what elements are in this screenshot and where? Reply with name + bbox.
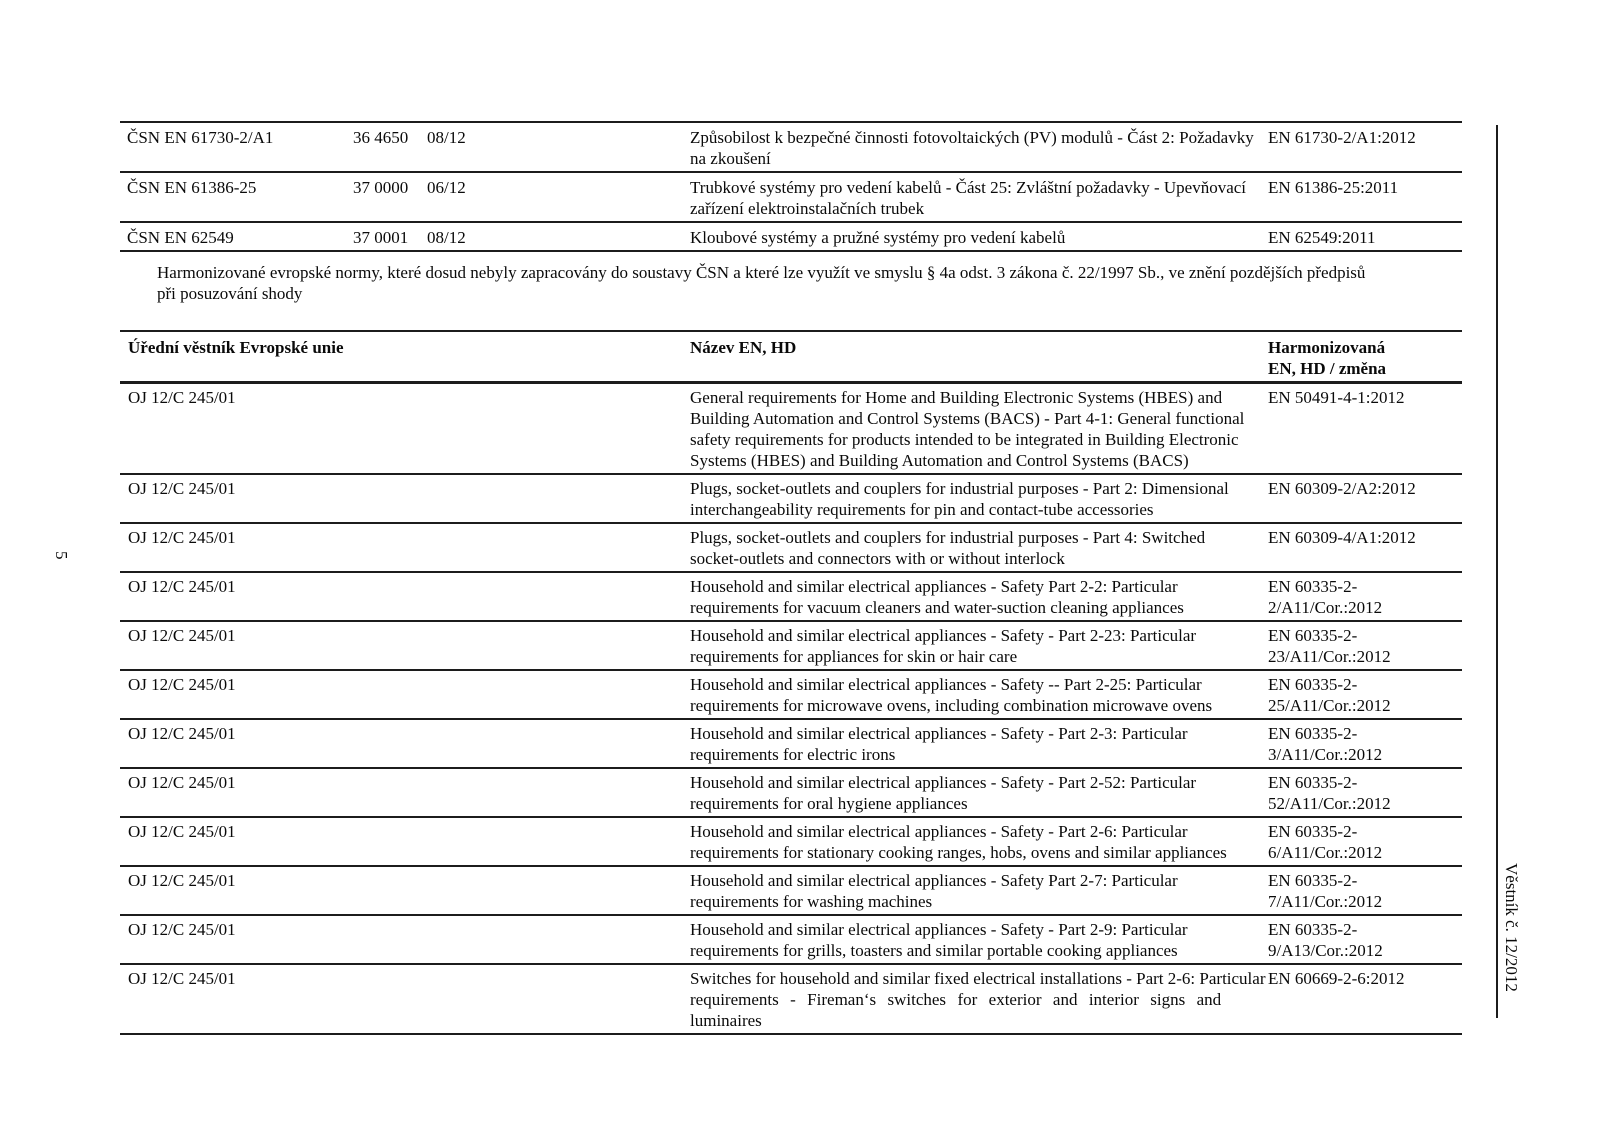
harmonized-norms-note [157, 262, 1477, 304]
effective-date-cell: 08/12 [427, 228, 466, 247]
table-row [120, 867, 1462, 916]
oj-reference-cell: OJ 12/C 245/01 [128, 388, 236, 407]
oj-reference-cell: OJ 12/C 245/01 [128, 920, 236, 939]
standard-name-cell [690, 772, 1268, 814]
text-line: Způsobilost k bezpečné činnosti fotovoltaických (PV) modulů - Část 2: Požadavky [690, 128, 1254, 147]
header-harmonized-line1: Harmonizovaná [1268, 338, 1386, 357]
text-line: safety requirements for products intended to be integrated in Building Electronic [690, 430, 1239, 449]
header-harmonized [1268, 337, 1462, 379]
harmonized-ref-cell: EN 60335-2-6/A11/Cor.:2012 [1268, 822, 1383, 862]
standard-name-cell [690, 723, 1268, 765]
harmonized-ref-cell: EN 62549:2011 [1268, 228, 1376, 247]
text-line: Household and similar electrical appliances - Safety - Part 2-23: Particular [690, 626, 1197, 645]
sidebar-divider-rule [1496, 125, 1498, 1018]
text-line: Household and similar electrical appliances - Safety - Part 2-6: Particular [690, 822, 1188, 841]
note-line: při posuzování shody [157, 284, 303, 303]
harmonized-ref-cell: EN 60335-2-2/A11/Cor.:2012 [1268, 577, 1383, 617]
harmonized-ref-cell: EN 60335-2-23/A11/Cor.:2012 [1268, 626, 1391, 666]
table-header-row [120, 330, 1462, 384]
table-row [120, 524, 1462, 573]
standard-name-cell [690, 387, 1268, 471]
harmonized-ref-cell: EN 60669-2-6:2012 [1268, 969, 1405, 988]
harmonized-ref-cell: EN 61730-2/A1:2012 [1268, 128, 1416, 147]
harmonized-ref-cell: EN 60335-2-9/A13/Cor.:2012 [1268, 920, 1383, 960]
csn-standards-table [120, 121, 1462, 252]
csn-code-cell: ČSN EN 61386-25 [127, 178, 257, 197]
oj-reference-cell: OJ 12/C 245/01 [128, 675, 236, 694]
text-line: Trubkové systémy pro vedení kabelů - Část 25: Zvláštní požadavky - Upevňovací [690, 178, 1247, 197]
text-line: requirements - Fireman‘s switches for exterior and interior signs and luminaires [690, 990, 1222, 1030]
standard-name-cell [690, 576, 1268, 618]
harmonized-ref-cell: EN 60335-2-52/A11/Cor.:2012 [1268, 773, 1391, 813]
oj-reference-cell: OJ 12/C 245/01 [128, 577, 236, 596]
table-row [120, 223, 1462, 252]
table-body [120, 384, 1462, 1035]
harmonized-ref-cell: EN 60309-2/A2:2012 [1268, 479, 1416, 498]
text-line: Switches for household and similar fixed electrical installations - Part 2-6: Particular [690, 969, 1266, 988]
harmonized-ref-cell: EN 60335-2-3/A11/Cor.:2012 [1268, 724, 1383, 764]
table-row [120, 916, 1462, 965]
text-line: Household and similar electrical appliances - Safety Part 2-2: Particular [690, 577, 1178, 596]
text-line: na zkoušení [690, 149, 771, 168]
text-line: interchangeability requirements for pin and contact-tube accessories [690, 500, 1154, 519]
header-name: Název EN, HD [690, 338, 797, 357]
table-row [120, 769, 1462, 818]
oj-reference-cell: OJ 12/C 245/01 [128, 871, 236, 890]
class-number-cell: 37 0001 [353, 228, 409, 247]
table-row [120, 173, 1462, 223]
table-row [120, 573, 1462, 622]
standard-name-cell [690, 968, 1268, 1031]
text-line: Household and similar electrical appliances - Safety - Part 2-52: Particular [690, 773, 1197, 792]
standard-name-cell [690, 821, 1268, 863]
oj-reference-cell: OJ 12/C 245/01 [128, 822, 236, 841]
text-line: Plugs, socket-outlets and couplers for industrial purposes - Part 2: Dimensional [690, 479, 1229, 498]
csn-code-cell: ČSN EN 62549 [127, 228, 234, 247]
oj-reference-cell: OJ 12/C 245/01 [128, 479, 236, 498]
harmonized-ref-cell: EN 50491-4-1:2012 [1268, 388, 1405, 407]
harmonized-ref-cell: EN 60335-2-7/A11/Cor.:2012 [1268, 871, 1383, 911]
text-line: zařízení elektroinstalačních trubek [690, 199, 925, 218]
standard-title-cell [690, 227, 1268, 248]
text-line: Systems (HBES) and Building Automation and Control Systems (BACS) [690, 451, 1189, 470]
table-row [120, 720, 1462, 769]
text-line: requirements for appliances for skin or hair care [690, 647, 1018, 666]
note-line: Harmonizované evropské normy, které dosud nebyly zapracovány do soustavy ČSN a které lze využít ve smyslu § 4a odst. 3 zákona č. 22/1997 Sb., ve znění pozdějších předpisů [157, 263, 1366, 282]
table-row [120, 475, 1462, 524]
class-number-cell: 37 0000 [353, 178, 409, 197]
text-line: Plugs, socket-outlets and couplers for industrial purposes - Part 4: Switched [690, 528, 1206, 547]
text-line: Kloubové systémy a pružné systémy pro vedení kabelů [690, 228, 1066, 247]
harmonized-ref-cell: EN 61386-25:2011 [1268, 178, 1399, 197]
standard-name-cell [690, 674, 1268, 716]
harmonized-ref-cell: EN 60309-4/A1:2012 [1268, 528, 1416, 547]
oj-reference-cell: OJ 12/C 245/01 [128, 773, 236, 792]
text-line: Household and similar electrical appliances - Safety -- Part 2-25: Particular [690, 675, 1202, 694]
oj-reference-cell: OJ 12/C 245/01 [128, 626, 236, 645]
standard-name-cell [690, 919, 1268, 961]
header-oj: Úřední věstník Evropské unie [128, 338, 344, 357]
text-line: Building Automation and Control Systems (BACS) - Part 4-1: General functional [690, 409, 1245, 428]
table-row [120, 622, 1462, 671]
text-line: socket-outlets and connectors with or without interlock [690, 549, 1065, 568]
oj-reference-cell: OJ 12/C 245/01 [128, 724, 236, 743]
standard-name-cell [690, 527, 1268, 569]
text-line: General requirements for Home and Building Electronic Systems (HBES) and [690, 388, 1223, 407]
harmonized-ref-cell: EN 60335-2-25/A11/Cor.:2012 [1268, 675, 1391, 715]
effective-date-cell: 08/12 [427, 128, 466, 147]
standard-title-cell [690, 177, 1268, 219]
csn-code-cell: ČSN EN 61730-2/A1 [127, 128, 274, 147]
oj-reference-cell: OJ 12/C 245/01 [128, 969, 236, 988]
text-line: requirements for vacuum cleaners and water-suction cleaning appliances [690, 598, 1184, 617]
standard-name-cell [690, 625, 1268, 667]
page-number: 5 [52, 551, 71, 560]
oj-reference-cell: OJ 12/C 245/01 [128, 528, 236, 547]
text-line: requirements for electric irons [690, 745, 896, 764]
standard-name-cell [690, 478, 1268, 520]
text-line: Household and similar electrical appliances - Safety Part 2-7: Particular [690, 871, 1178, 890]
table-row [120, 384, 1462, 475]
table-row [120, 818, 1462, 867]
table-row [120, 123, 1462, 173]
harmonized-norms-table [120, 330, 1462, 1035]
text-line: requirements for oral hygiene appliances [690, 794, 968, 813]
table-row [120, 671, 1462, 720]
text-line: Household and similar electrical appliances - Safety - Part 2-3: Particular [690, 724, 1188, 743]
table-row [120, 965, 1462, 1035]
text-line: Household and similar electrical appliances - Safety - Part 2-9: Particular [690, 920, 1188, 939]
header-harmonized-line2: EN, HD / změna [1268, 359, 1387, 378]
standard-title-cell [690, 127, 1268, 169]
text-line: requirements for washing machines [690, 892, 933, 911]
effective-date-cell: 06/12 [427, 178, 466, 197]
standard-name-cell [690, 870, 1268, 912]
journal-reference: Věstník č. 12/2012 [1502, 863, 1521, 992]
class-number-cell: 36 4650 [353, 128, 409, 147]
text-line: requirements for grills, toasters and similar portable cooking appliances [690, 941, 1178, 960]
text-line: requirements for microwave ovens, including combination microwave ovens [690, 696, 1213, 715]
text-line: requirements for stationary cooking ranges, hobs, ovens and similar appliances [690, 843, 1227, 862]
